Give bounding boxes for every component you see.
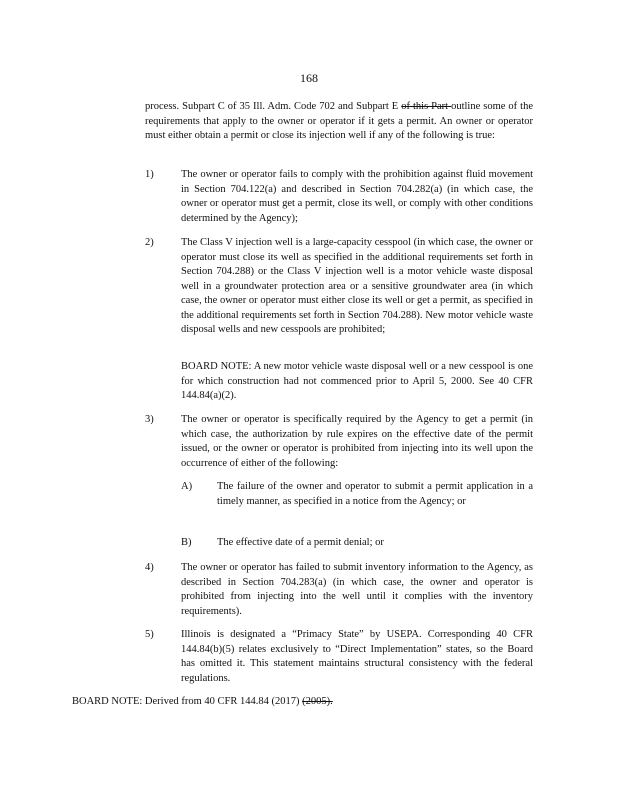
intro-text-1: process. Subpart C of 35 Ill. Adm. Code 702 and Subpart E [145,101,402,112]
item-number: 4) [145,562,154,573]
item-number: 5) [145,629,154,640]
subitem-letter: B) [181,537,192,548]
intro-struck-text: of this Part [401,101,452,112]
subitem-letter: A) [181,481,193,492]
board-note: BOARD NOTE: A new motor vehicle waste disposal well or a new cesspool is one for which construction had not commenced prior to April 5, 2000. See 40 CFR 144.84(a)(2). [181,361,533,401]
sub-list-item [181,480,533,509]
subitem-text: The effective date of a permit denial; or [217,537,384,548]
sub-list-item [181,536,533,551]
item-text: Illinois is designated a “Primacy State” by USEPA. Corresponding 40 CFR 144.84(b)(5) relates exclusively to “Direct Implementation” states, so the Board has omitted it. This statement maintains structural consistency with the federal regulations. [181,629,533,684]
intro-text-2: outline some of the requirements that apply to the owner or operator if it gets a permit. An owner or operator must either obtain a permit or close its injection well if any of the following is true: [145,101,533,141]
intro-paragraph [145,100,533,144]
final-note-text: BOARD NOTE: Derived from 40 CFR 144.84 (2017) [72,696,303,707]
page-number: 168 [300,71,318,85]
item-text: The owner or operator has failed to submit inventory information to the Agency, as described in Section 704.283(a) (in which case, the owner and operator is prohibited from injecting into the well until it complies with the inventory requirements). [181,562,533,617]
item-text: The owner or operator is specifically required by the Agency to get a permit (in which case, the authorization by rule expires on the effective date of the permit issued, or the owner or operator is prohibited from injecting into its well upon the occurrence of either of the following: [181,414,533,469]
list-item [145,561,533,619]
list-item [145,413,533,471]
item-text: The owner or operator fails to comply with the prohibition against fluid movement in Section 704.122(a) and described in Section 704.282(a) (in which case, the owner or operator must get a permit, close its well, or comply with other conditions determined by the Agency); [181,169,533,224]
subitem-text: The failure of the owner and operator to submit a permit application in a timely manner, as specified in a notice from the Agency; or [217,481,533,507]
item-number: 3) [145,414,154,425]
list-item [145,628,533,686]
item-number: 2) [145,237,154,248]
list-item [145,236,533,338]
list-item [145,168,533,226]
item-number: 1) [145,169,154,180]
final-board-note [72,695,542,710]
final-note-struck: (2005). [302,696,333,707]
item-text: The Class V injection well is a large-capacity cesspool (in which case, the owner or operator must close its well as specified in the additional requirements set forth in Section 704.288) or the Class V injection well is a motor vehicle waste disposal well in a groundwater protection area or a sensitive groundwater area (in which case, the owner or operator must either close its well or get a permit, as specified in the additional requirements set forth in Section 704.288). New motor vehicle waste disposal wells and new cesspools are prohibited; [181,237,533,335]
